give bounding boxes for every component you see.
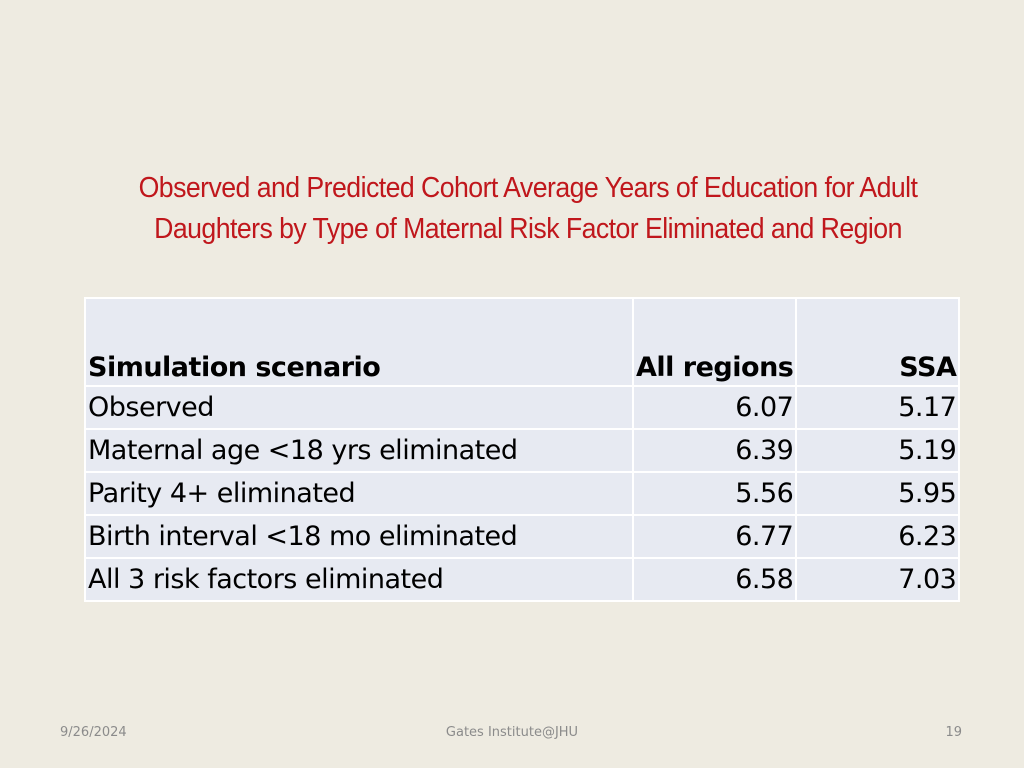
- table-row: [85, 386, 959, 429]
- header-simulation-scenario: Simulation scenario: [85, 298, 633, 386]
- row-label: Observed: [85, 386, 633, 429]
- row-label: Maternal age <18 yrs eliminated: [85, 429, 633, 472]
- table-row: [85, 558, 959, 601]
- results-table: [84, 297, 960, 602]
- table-header-row: [85, 298, 959, 386]
- slide-title: [97, 168, 958, 250]
- header-ssa: SSA: [796, 298, 959, 386]
- row-all-regions-value: 6.07: [633, 386, 796, 429]
- table-row: [85, 515, 959, 558]
- row-all-regions-value: 5.56: [633, 472, 796, 515]
- slide-title-line-2: Daughters by Type of Maternal Risk Factor Eliminated and Region: [154, 213, 902, 245]
- row-label: Birth interval <18 mo eliminated: [85, 515, 633, 558]
- row-ssa-value: 5.95: [796, 472, 959, 515]
- row-ssa-value: 5.17: [796, 386, 959, 429]
- row-all-regions-value: 6.77: [633, 515, 796, 558]
- row-label: Parity 4+ eliminated: [85, 472, 633, 515]
- footer-page-number: 19: [945, 725, 962, 740]
- footer-source: Gates Institute@JHU: [445, 725, 579, 740]
- row-ssa-value: 5.19: [796, 429, 959, 472]
- row-all-regions-value: 6.58: [633, 558, 796, 601]
- table-row: [85, 472, 959, 515]
- header-all-regions: All regions: [633, 298, 796, 386]
- row-ssa-value: 6.23: [796, 515, 959, 558]
- row-all-regions-value: 6.39: [633, 429, 796, 472]
- footer-date: 9/26/2024: [60, 725, 127, 740]
- row-label: All 3 risk factors eliminated: [85, 558, 633, 601]
- slide-title-line-1: Observed and Predicted Cohort Average Years of Education for Adult: [138, 172, 918, 204]
- table-row: [85, 429, 959, 472]
- row-ssa-value: 7.03: [796, 558, 959, 601]
